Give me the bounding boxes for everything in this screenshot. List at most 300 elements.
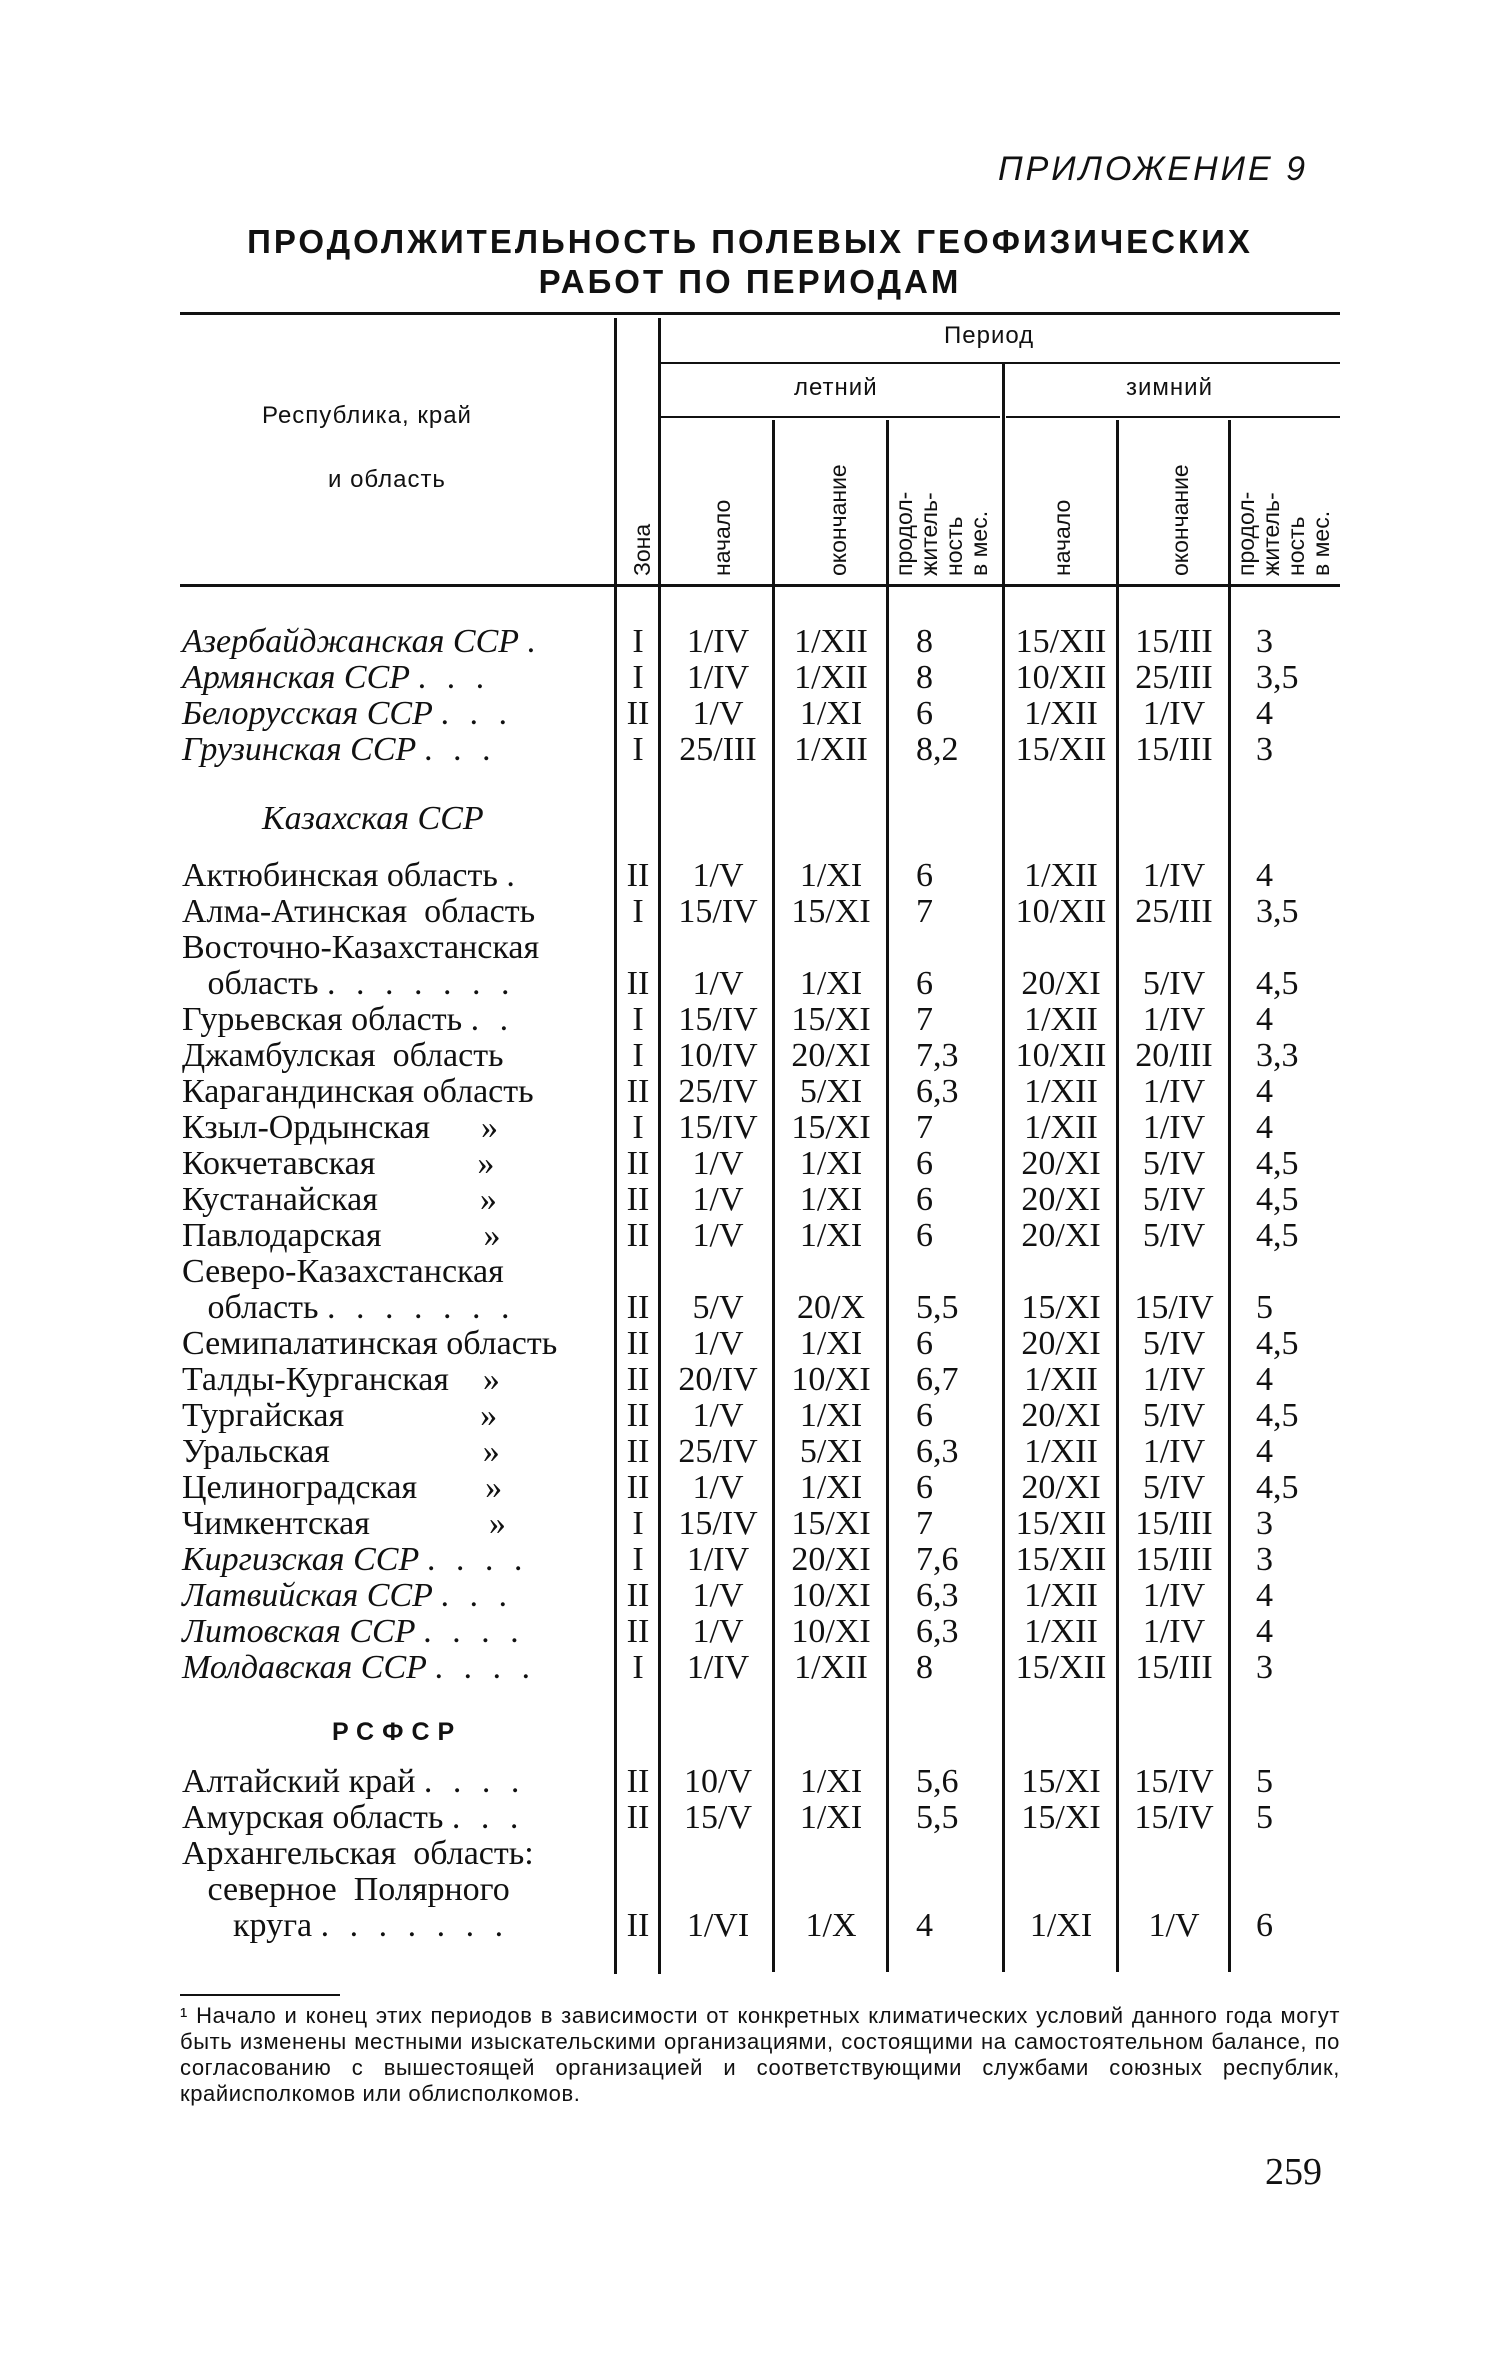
row-name <box>182 732 497 768</box>
header-period: Период <box>944 322 1035 349</box>
cell-w-start: 10/XII <box>1015 1037 1107 1074</box>
cell-w-end: 1/IV <box>1142 695 1206 732</box>
row-name-text: область <box>182 1289 319 1326</box>
cell-s-end: 5/XI <box>799 1073 863 1110</box>
dot-leader: . . . . . . . <box>326 965 516 1002</box>
row-name-text: Молдавская ССР <box>182 1649 427 1686</box>
cell-s-end: 10/XI <box>791 1361 871 1398</box>
cell-w-dur: 4 <box>1256 1361 1273 1398</box>
cell-w-end: 1/IV <box>1142 1361 1206 1398</box>
cell-w-dur: 3 <box>1256 1541 1273 1578</box>
cell-s-dur: 6 <box>916 857 933 894</box>
cell-w-end: 1/IV <box>1142 1577 1206 1614</box>
cell-w-start: 15/XII <box>1015 1505 1107 1542</box>
cell-w-start: 1/XI <box>1029 1907 1093 1944</box>
row-name-text: круга <box>182 1907 313 1944</box>
cell-w-start: 20/XI <box>1021 1469 1101 1506</box>
cell-s-end: 5/XI <box>799 1433 863 1470</box>
row-name <box>182 1506 506 1542</box>
cell-w-end: 25/III <box>1135 659 1213 696</box>
cell-w-end: 1/IV <box>1142 1109 1206 1146</box>
cell-s-dur: 7 <box>916 1109 933 1146</box>
cell-w-dur: 3,5 <box>1256 893 1299 930</box>
cell-w-dur: 5 <box>1256 1289 1273 1326</box>
cell-zone: II <box>626 1469 650 1506</box>
cell-s-end: 1/X <box>805 1907 857 1944</box>
row-name <box>182 1650 537 1686</box>
cell-s-end: 15/XI <box>791 1109 871 1146</box>
cell-w-end: 1/IV <box>1142 1613 1206 1650</box>
header-bottom-rule <box>180 584 1340 587</box>
appendix-label: ПРИЛОЖЕНИЕ 9 <box>997 150 1308 188</box>
row-name <box>182 624 542 660</box>
cell-s-start: 25/IV <box>678 1433 758 1470</box>
cell-s-end: 15/XI <box>791 1001 871 1038</box>
row-name-text: Кзыл-Ордынская » <box>182 1109 499 1146</box>
row-name-text: Грузинская ССР <box>182 731 417 768</box>
cell-w-end: 15/III <box>1135 1649 1213 1686</box>
header-winter-start: начало <box>1049 499 1075 576</box>
cell-w-start: 20/XI <box>1021 1181 1101 1218</box>
cell-zone: II <box>626 1799 650 1836</box>
row-name-text: Чимкентская » <box>182 1505 506 1542</box>
cell-w-start: 1/XII <box>1024 1001 1098 1038</box>
cell-w-dur: 3 <box>1256 623 1273 660</box>
row-name <box>182 1218 500 1254</box>
period-rule <box>660 362 1340 364</box>
cell-s-start: 1/V <box>692 1469 744 1506</box>
cell-w-dur: 4,5 <box>1256 1217 1299 1254</box>
cell-w-dur: 3,3 <box>1256 1037 1299 1074</box>
row-name-text: Алтайский край <box>182 1763 416 1800</box>
row-name <box>182 1434 500 1470</box>
footnote: ¹ Начало и конец этих периодов в зависимости от конкретных климатических условий данного года могут быть изменены местными изыскательскими организациями, состоящими на самостоятельном балансе, по согласованию с вышестоящей организацией и соответствующими службами союзных республик, крайисполкомов или облисполкомов. <box>180 2003 1340 2106</box>
header-summer-start: начало <box>709 499 735 576</box>
row-name <box>182 1110 498 1146</box>
row-name-text: Северо-Казахстанская <box>182 1253 504 1290</box>
cell-zone: II <box>626 1397 650 1434</box>
dot-leader: . . <box>470 1001 515 1038</box>
section-kazakh: Казахская ССР <box>262 800 484 837</box>
row-name-text: Кустанайская » <box>182 1181 497 1218</box>
col-divider-w-end <box>1116 420 1119 1972</box>
col-divider-summer <box>658 318 661 1974</box>
cell-w-start: 1/XII <box>1024 695 1098 732</box>
row-name-text: Алма-Атинская область <box>182 893 536 930</box>
cell-w-end: 15/III <box>1135 1541 1213 1578</box>
cell-w-start: 1/XII <box>1024 1613 1098 1650</box>
cell-w-dur: 4,5 <box>1256 1181 1299 1218</box>
header-winter-duration: продол- житель- ность в мес. <box>1233 491 1334 576</box>
cell-w-end: 1/IV <box>1142 1073 1206 1110</box>
row-name <box>182 1254 504 1290</box>
cell-zone: II <box>626 1325 650 1362</box>
cell-s-end: 1/XII <box>794 659 868 696</box>
cell-w-dur: 4 <box>1256 857 1273 894</box>
cell-s-dur: 6,7 <box>916 1361 959 1398</box>
cell-s-start: 15/IV <box>678 893 758 930</box>
row-name <box>182 1146 494 1182</box>
cell-w-start: 1/XII <box>1024 1109 1098 1146</box>
cell-s-dur: 6,3 <box>916 1433 959 1470</box>
cell-s-end: 1/XI <box>799 1217 863 1254</box>
row-name-text: Павлодарская » <box>182 1217 501 1254</box>
cell-s-dur: 8 <box>916 623 933 660</box>
cell-zone: II <box>626 1145 650 1182</box>
cell-s-start: 25/IV <box>678 1073 758 1110</box>
cell-s-dur: 6 <box>916 1325 933 1362</box>
cell-s-dur: 5,6 <box>916 1763 959 1800</box>
dot-leader: . . . . <box>427 1541 530 1578</box>
cell-w-dur: 4,5 <box>1256 1397 1299 1434</box>
col-divider-winter <box>1002 364 1005 1972</box>
cell-w-dur: 4 <box>1256 1577 1273 1614</box>
row-name <box>182 1578 514 1614</box>
cell-s-dur: 6,3 <box>916 1073 959 1110</box>
row-name-text: Актюбинская область <box>182 857 498 894</box>
cell-w-end: 15/III <box>1135 731 1213 768</box>
cell-s-start: 1/V <box>692 695 744 732</box>
row-name-text: Тургайская » <box>182 1397 498 1434</box>
cell-s-dur: 5,5 <box>916 1289 959 1326</box>
cell-s-start: 1/V <box>692 1577 744 1614</box>
cell-w-end: 5/IV <box>1142 1217 1206 1254</box>
cell-zone: II <box>626 1433 650 1470</box>
cell-s-end: 1/XI <box>799 1145 863 1182</box>
cell-s-dur: 6 <box>916 1469 933 1506</box>
cell-s-end: 1/XI <box>799 1397 863 1434</box>
cell-w-end: 20/III <box>1135 1037 1213 1074</box>
cell-s-dur: 8,2 <box>916 731 959 768</box>
cell-s-end: 20/XI <box>791 1037 871 1074</box>
cell-s-start: 1/IV <box>686 1541 750 1578</box>
cell-w-end: 15/III <box>1135 1505 1213 1542</box>
cell-w-start: 20/XI <box>1021 965 1101 1002</box>
cell-s-end: 1/XI <box>799 695 863 732</box>
row-name <box>182 858 521 894</box>
cell-w-start: 15/XI <box>1021 1799 1101 1836</box>
dot-leader: . . . <box>424 731 498 768</box>
footnote-rule <box>180 1994 340 1996</box>
cell-w-dur: 6 <box>1256 1907 1273 1944</box>
title-line-1: ПРОДОЛЖИТЕЛЬНОСТЬ ПОЛЕВЫХ ГЕОФИЗИЧЕСКИХ <box>247 223 1253 260</box>
cell-s-start: 10/V <box>684 1763 752 1800</box>
cell-w-dur: 4 <box>1256 1073 1273 1110</box>
cell-s-dur: 7,6 <box>916 1541 959 1578</box>
cell-w-end: 5/IV <box>1142 965 1206 1002</box>
row-name-text: Целиноградская » <box>182 1469 503 1506</box>
row-name <box>182 1038 504 1074</box>
cell-zone: II <box>626 1577 650 1614</box>
cell-w-start: 20/XI <box>1021 1397 1101 1434</box>
cell-zone: I <box>632 623 644 660</box>
header-region-2: и область <box>328 466 446 493</box>
row-name-text: Белорусская ССР <box>182 695 433 732</box>
cell-w-start: 15/XI <box>1021 1289 1101 1326</box>
cell-zone: II <box>626 695 650 732</box>
cell-w-end: 1/IV <box>1142 857 1206 894</box>
dot-leader: . <box>527 623 543 660</box>
cell-zone: I <box>632 659 644 696</box>
cell-s-start: 10/IV <box>678 1037 758 1074</box>
cell-w-start: 20/XI <box>1021 1325 1101 1362</box>
cell-w-start: 15/XII <box>1015 731 1107 768</box>
cell-w-start: 20/XI <box>1021 1217 1101 1254</box>
dot-leader: . . . <box>451 1799 525 1836</box>
col-divider-w-dur <box>1228 420 1231 1972</box>
cell-s-dur: 5,5 <box>916 1799 959 1836</box>
cell-w-start: 1/XII <box>1024 857 1098 894</box>
row-name-text: Киргизская ССР <box>182 1541 420 1578</box>
cell-s-dur: 8 <box>916 659 933 696</box>
cell-s-dur: 6 <box>916 965 933 1002</box>
cell-w-end: 15/IV <box>1134 1289 1214 1326</box>
cell-s-dur: 4 <box>916 1907 933 1944</box>
cell-s-end: 1/XI <box>799 1469 863 1506</box>
dot-leader: . . . <box>441 1577 514 1614</box>
cell-w-end: 5/IV <box>1142 1325 1206 1362</box>
row-name-text: Армянская ССР <box>182 659 411 696</box>
cell-s-start: 1/V <box>692 1217 744 1254</box>
row-name-text: область <box>182 965 319 1002</box>
cell-s-start: 1/IV <box>686 659 750 696</box>
cell-s-dur: 7 <box>916 1505 933 1542</box>
cell-zone: II <box>626 1361 650 1398</box>
header-summer-end: окончание <box>825 464 851 576</box>
cell-s-start: 1/VI <box>686 1907 750 1944</box>
dot-leader: . . . . <box>423 1613 526 1650</box>
cell-w-dur: 4 <box>1256 1613 1273 1650</box>
cell-zone: II <box>626 1907 650 1944</box>
cell-w-dur: 4,5 <box>1256 1469 1299 1506</box>
cell-s-start: 1/V <box>692 1325 744 1362</box>
cell-s-start: 1/V <box>692 1181 744 1218</box>
row-name <box>182 1872 510 1908</box>
cell-s-end: 15/XI <box>791 893 871 930</box>
cell-s-dur: 6 <box>916 1217 933 1254</box>
cell-s-start: 1/V <box>692 1145 744 1182</box>
cell-s-start: 15/IV <box>678 1505 758 1542</box>
row-name-text: Гурьевская область <box>182 1001 463 1038</box>
summer-rule <box>660 416 1000 418</box>
row-name-text: Азербайджанская ССР <box>182 623 520 660</box>
cell-w-start: 15/XII <box>1015 1541 1107 1578</box>
row-name <box>182 1398 497 1434</box>
cell-w-end: 5/IV <box>1142 1145 1206 1182</box>
cell-s-end: 1/XI <box>799 1181 863 1218</box>
cell-s-start: 15/IV <box>678 1001 758 1038</box>
cell-w-dur: 5 <box>1256 1799 1273 1836</box>
cell-s-dur: 7 <box>916 1001 933 1038</box>
row-name <box>182 1182 497 1218</box>
row-name-text: Литовская ССР <box>182 1613 416 1650</box>
row-name <box>182 1908 509 1944</box>
cell-s-dur: 6 <box>916 695 933 732</box>
cell-zone: II <box>626 1073 650 1110</box>
cell-w-dur: 4 <box>1256 1433 1273 1470</box>
header-summer: летний <box>794 374 878 401</box>
cell-s-end: 20/XI <box>791 1541 871 1578</box>
cell-s-start: 15/IV <box>678 1109 758 1146</box>
cell-s-dur: 6,3 <box>916 1613 959 1650</box>
cell-s-end: 1/XII <box>794 623 868 660</box>
cell-w-start: 15/XII <box>1015 623 1107 660</box>
cell-w-start: 10/XII <box>1015 893 1107 930</box>
cell-s-end: 10/XI <box>791 1577 871 1614</box>
cell-s-dur: 6 <box>916 1397 933 1434</box>
row-name-text: Амурская область <box>182 1799 444 1836</box>
cell-w-end: 15/IV <box>1134 1799 1214 1836</box>
row-name <box>182 1074 534 1110</box>
cell-zone: I <box>632 893 644 930</box>
cell-zone: II <box>626 857 650 894</box>
cell-s-start: 1/V <box>692 1397 744 1434</box>
cell-s-end: 1/XI <box>799 1325 863 1362</box>
col-divider-s-end <box>772 420 775 1972</box>
cell-zone: I <box>632 1037 644 1074</box>
title-line-2: РАБОТ ПО ПЕРИОДАМ <box>538 263 962 300</box>
cell-s-start: 1/V <box>692 965 744 1002</box>
cell-s-end: 1/XII <box>794 1649 868 1686</box>
row-name-text: Латвийская ССР <box>182 1577 433 1614</box>
dot-leader: . . . . <box>435 1649 537 1686</box>
dot-leader: . . . <box>418 659 492 696</box>
col-divider-s-dur <box>886 420 889 1972</box>
row-name-text: Уральская » <box>182 1433 500 1470</box>
cell-w-dur: 3 <box>1256 731 1273 768</box>
cell-s-dur: 7,3 <box>916 1037 959 1074</box>
cell-s-end: 1/XII <box>794 731 868 768</box>
row-name <box>182 1764 525 1800</box>
dot-leader: . . . . <box>423 1763 526 1800</box>
cell-w-end: 15/III <box>1135 623 1213 660</box>
cell-s-dur: 8 <box>916 1649 933 1686</box>
cell-w-start: 1/XII <box>1024 1073 1098 1110</box>
header-zone: Зона <box>629 523 655 576</box>
cell-w-dur: 3,5 <box>1256 659 1299 696</box>
row-name <box>182 1542 529 1578</box>
cell-zone: I <box>632 731 644 768</box>
cell-s-start: 20/IV <box>678 1361 758 1398</box>
cell-zone: II <box>626 965 650 1002</box>
cell-w-end: 15/IV <box>1134 1763 1214 1800</box>
row-name-text: Кокчетавская » <box>182 1145 495 1182</box>
dot-leader: . . . . . . . <box>320 1907 510 1944</box>
cell-zone: II <box>626 1181 650 1218</box>
cell-s-dur: 7 <box>916 893 933 930</box>
cell-w-dur: 3 <box>1256 1649 1273 1686</box>
cell-s-dur: 6,3 <box>916 1577 959 1614</box>
row-name-text: Восточно-Казахстанская <box>182 929 540 966</box>
row-name <box>182 660 491 696</box>
cell-zone: I <box>632 1649 644 1686</box>
cell-w-start: 15/XII <box>1015 1649 1107 1686</box>
cell-w-dur: 4,5 <box>1256 1325 1299 1362</box>
cell-zone: II <box>626 1289 650 1326</box>
cell-w-dur: 5 <box>1256 1763 1273 1800</box>
cell-s-end: 1/XI <box>799 857 863 894</box>
winter-rule <box>1006 416 1340 418</box>
cell-s-start: 25/III <box>679 731 757 768</box>
cell-w-start: 20/XI <box>1021 1145 1101 1182</box>
cell-zone: I <box>632 1541 644 1578</box>
row-name <box>182 1326 557 1362</box>
table-top-rule <box>180 312 1340 315</box>
dot-leader: . . . <box>441 695 514 732</box>
cell-w-end: 1/IV <box>1142 1433 1206 1470</box>
cell-s-dur: 6 <box>916 1145 933 1182</box>
cell-zone: I <box>632 1109 644 1146</box>
cell-s-start: 1/IV <box>686 1649 750 1686</box>
page-number: 259 <box>1265 2151 1322 2193</box>
cell-w-dur: 4,5 <box>1256 965 1299 1002</box>
row-name <box>182 696 514 732</box>
cell-w-end: 5/IV <box>1142 1397 1206 1434</box>
header-summer-duration: продол- житель- ность в мес. <box>891 491 992 576</box>
cell-s-dur: 6 <box>916 1181 933 1218</box>
row-name-text: Талды-Курганская » <box>182 1361 500 1398</box>
section-rsfsr: РСФСР <box>332 1718 463 1746</box>
cell-zone: II <box>626 1613 650 1650</box>
cell-w-start: 15/XI <box>1021 1763 1101 1800</box>
cell-w-dur: 4 <box>1256 1109 1273 1146</box>
cell-s-start: 15/V <box>684 1799 752 1836</box>
cell-w-start: 1/XII <box>1024 1361 1098 1398</box>
row-name-text: Семипалатинская область <box>182 1325 558 1362</box>
cell-s-start: 1/V <box>692 1613 744 1650</box>
cell-zone: I <box>632 1001 644 1038</box>
cell-s-start: 5/V <box>692 1289 744 1326</box>
cell-w-start: 1/XII <box>1024 1577 1098 1614</box>
row-name <box>182 1002 514 1038</box>
cell-w-start: 10/XII <box>1015 659 1107 696</box>
cell-zone: II <box>626 1763 650 1800</box>
row-name <box>182 1614 525 1650</box>
cell-zone: II <box>626 1217 650 1254</box>
page-title <box>180 222 1320 302</box>
header-winter-end: окончание <box>1167 464 1193 576</box>
col-divider-zone <box>614 318 617 1974</box>
dot-leader: . <box>506 857 521 894</box>
row-name <box>182 1362 500 1398</box>
row-name <box>182 894 535 930</box>
row-name-text: северное Полярного <box>182 1871 510 1908</box>
cell-w-end: 5/IV <box>1142 1181 1206 1218</box>
cell-w-dur: 3 <box>1256 1505 1273 1542</box>
cell-s-end: 20/X <box>797 1289 865 1326</box>
row-name-text: Архангельская область: <box>182 1835 534 1872</box>
dot-leader: . . . . . . . <box>326 1289 516 1326</box>
cell-w-start: 1/XII <box>1024 1433 1098 1470</box>
row-name <box>182 1836 534 1872</box>
cell-s-start: 1/V <box>692 857 744 894</box>
header-winter: зимний <box>1126 374 1213 401</box>
cell-w-end: 1/IV <box>1142 1001 1206 1038</box>
cell-s-end: 1/XI <box>799 965 863 1002</box>
cell-s-end: 1/XI <box>799 1763 863 1800</box>
row-name-text: Карагандинская область <box>182 1073 534 1110</box>
row-name <box>182 930 539 966</box>
row-name <box>182 966 515 1002</box>
cell-w-end: 1/V <box>1148 1907 1200 1944</box>
cell-w-dur: 4,5 <box>1256 1145 1299 1182</box>
row-name <box>182 1800 524 1836</box>
cell-w-dur: 4 <box>1256 695 1273 732</box>
cell-zone: I <box>632 1505 644 1542</box>
cell-s-end: 1/XI <box>799 1799 863 1836</box>
row-name-text: Джамбулская область <box>182 1037 504 1074</box>
cell-w-dur: 4 <box>1256 1001 1273 1038</box>
